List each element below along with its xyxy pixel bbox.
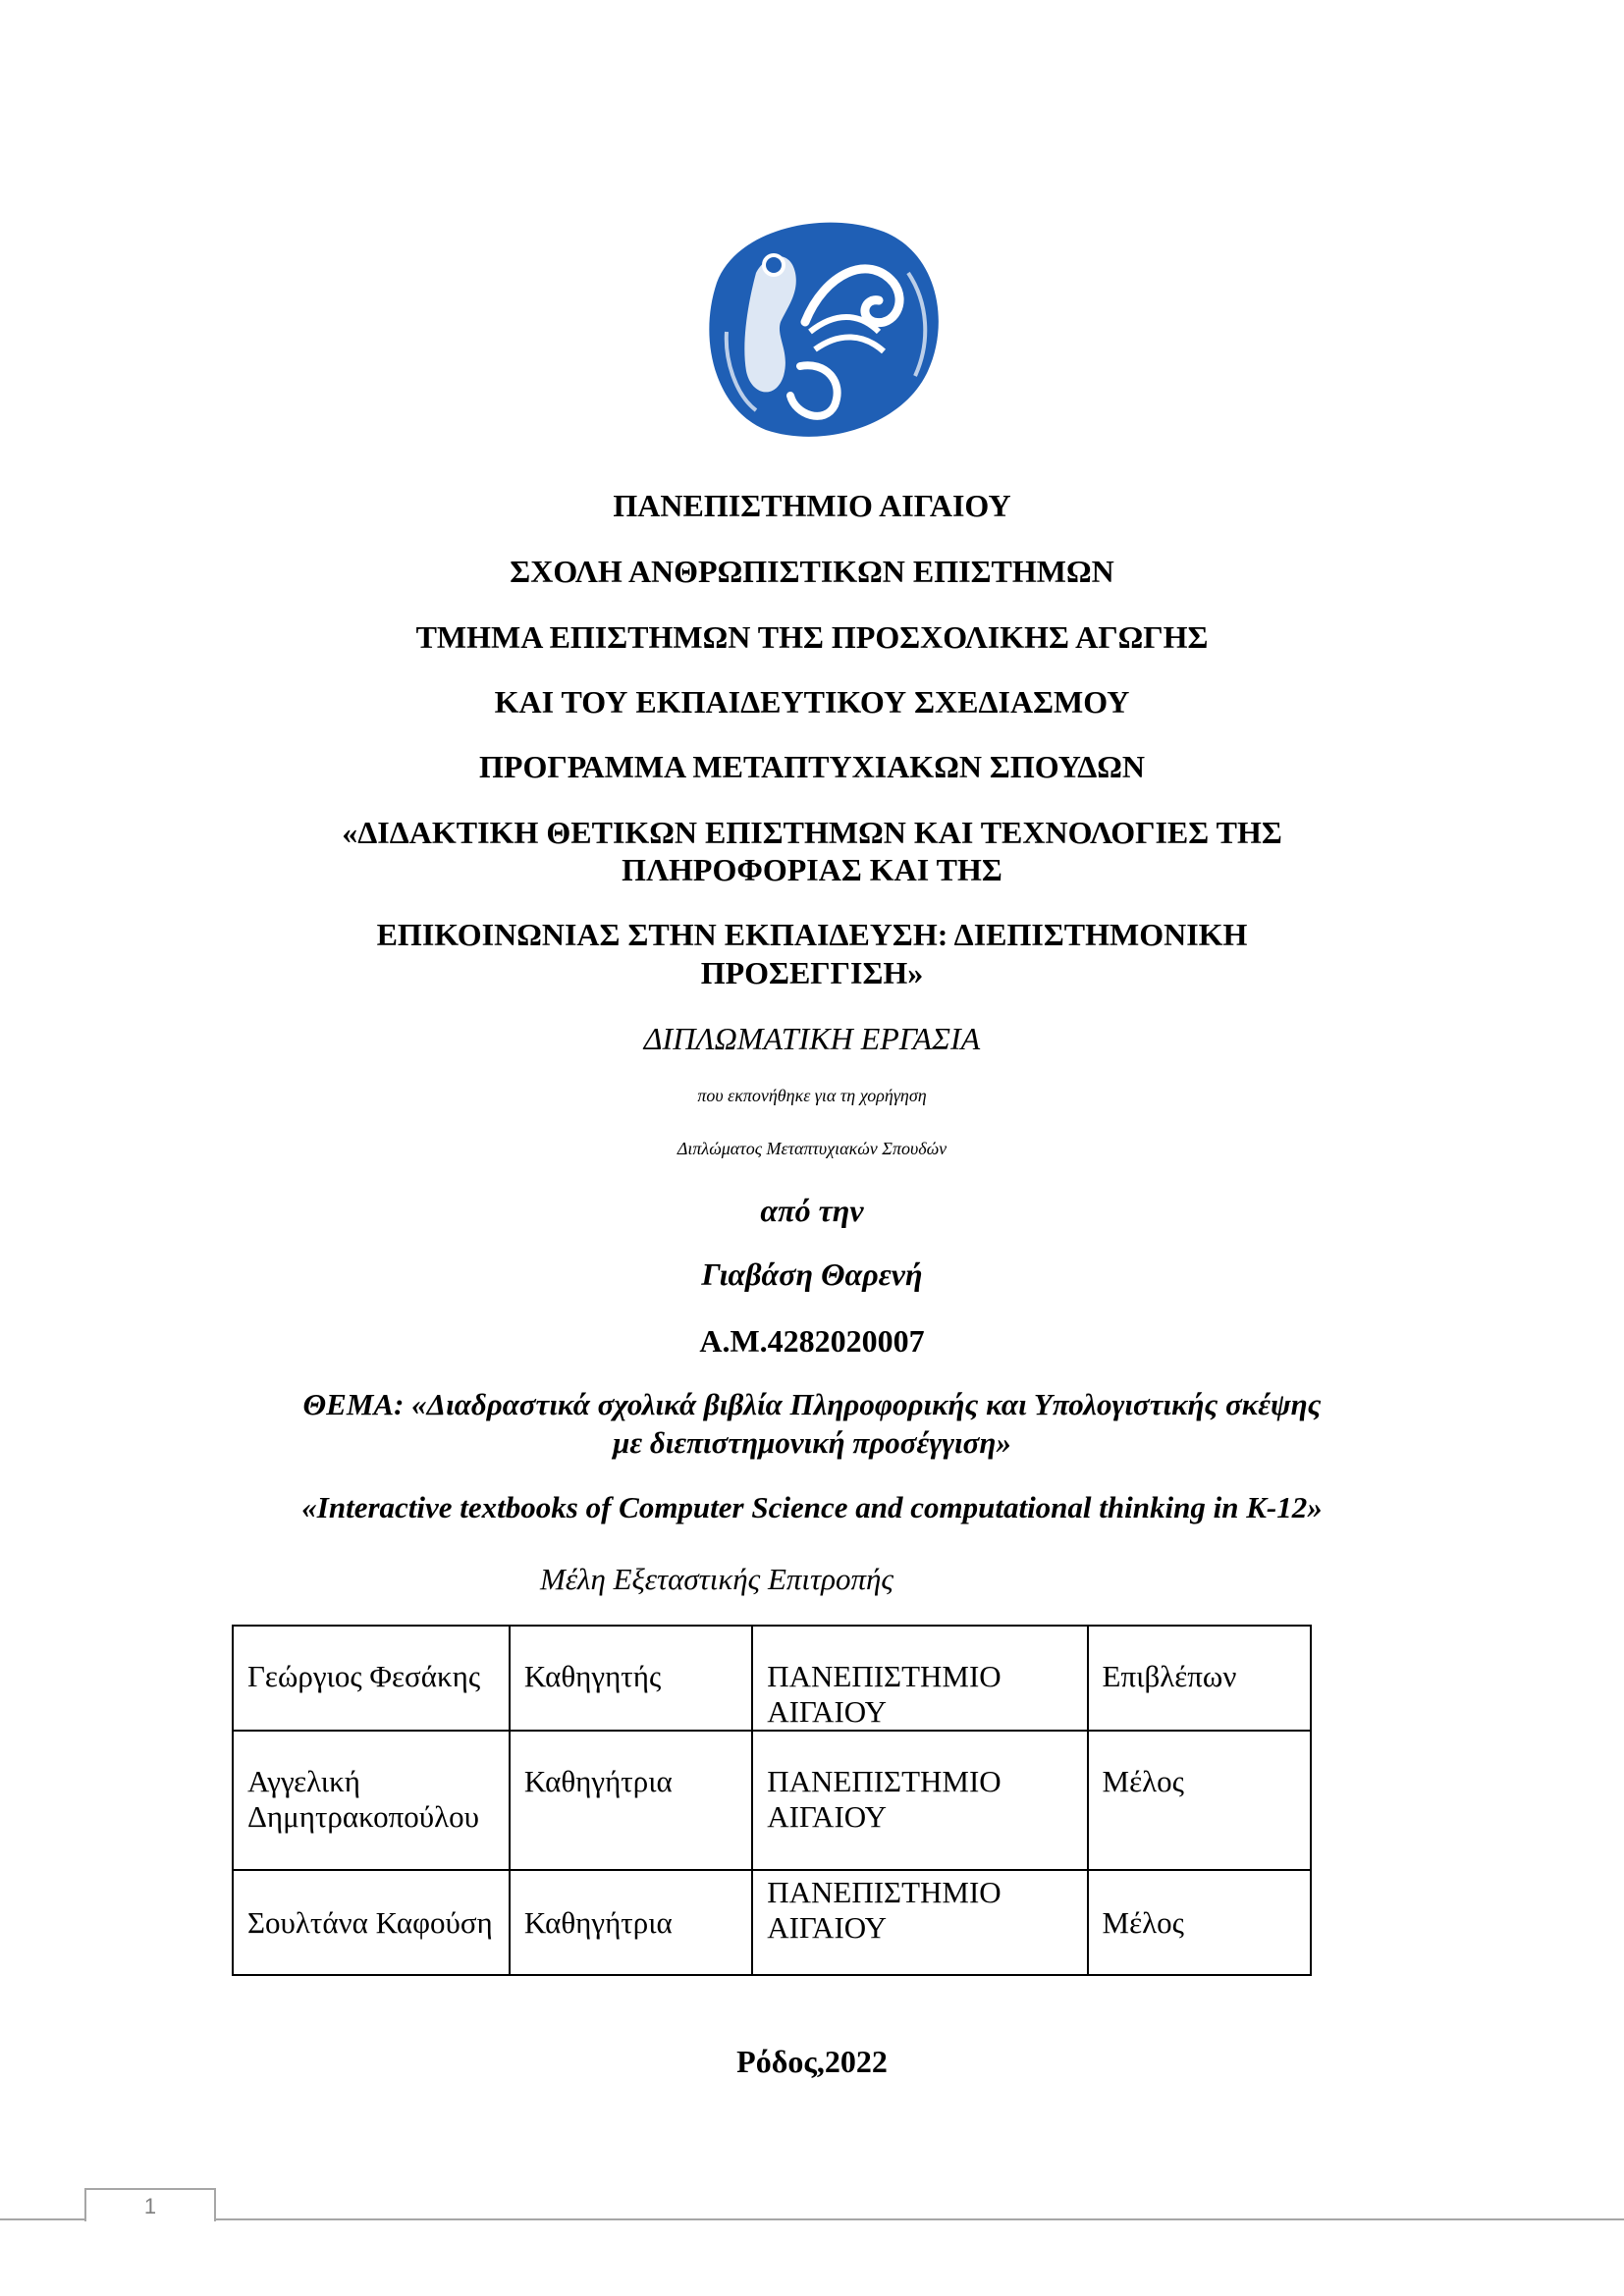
program-title-line-4: ΠΡΟΣΕΓΓΙΣΗ» [700,955,924,990]
department-line-2: ΚΑΙ ΤΟΥ ΕΚΠΑΙΔΕΥΤΙΚΟΥ ΣΧΕΔΙΑΣΜΟΥ [494,684,1130,720]
table-row [233,1626,1311,1731]
committee-table [232,1625,1312,1976]
program-title-line-2: ΠΛΗΡΟΦΟΡΙΑΣ ΚΑΙ ΤΗΣ [622,852,1002,887]
purpose-line-1: που εκπονήθηκε για τη χορήγηση [697,1086,927,1105]
footer-rule [0,2218,1624,2220]
member-rank: Καθηγητής [510,1626,752,1731]
member-institution: ΠΑΝΕΠΙΣΤΗΜΙΟ ΑΙΓΑΙΟΥ [752,1626,1087,1731]
table-row [233,1731,1311,1870]
student-id: Α.Μ.4282020007 [699,1323,925,1359]
university-name: ΠΑΝΕΠΙΣΤΗΜΙΟ ΑΙΓΑΙΟΥ [613,488,1011,523]
member-institution: ΠΑΝΕΠΙΣΤΗΜΙΟ ΑΙΓΑΙΟΥ [752,1731,1087,1870]
member-rank: Καθηγήτρια [510,1731,752,1870]
member-rank: Καθηγήτρια [510,1870,752,1975]
member-institution: ΠΑΝΕΠΙΣΤΗΜΙΟ ΑΙΓΑΙΟΥ [752,1870,1087,1975]
program-title-line-1: «ΔΙΔΑΚΤΙΚΗ ΘΕΤΙΚΩΝ ΕΠΙΣΤΗΜΩΝ ΚΑΙ ΤΕΧΝΟΛΟΓΙΕΣ ΤΗΣ [342,815,1282,850]
program-title-line-3: ΕΠΙΚΟΙΝΩΝΙΑΣ ΣΤΗΝ ΕΚΠΑΙΔΕΥΣΗ: ΔΙΕΠΙΣΤΗΜΟΝΙΚΗ [376,917,1248,952]
department-line-1: ΤΜΗΜΑ ΕΠΙΣΤΗΜΩΝ ΤΗΣ ΠΡΟΣΧΟΛΙΚΗΣ ΑΓΩΓΗΣ [415,619,1209,655]
member-name: Αγγελική Δημητρακοπούλου [233,1731,510,1870]
topic-english: «Interactive textbooks of Computer Science and computational thinking in K-12» [301,1490,1323,1524]
school-name: ΣΧΟΛΗ ΑΝΘΡΩΠΙΣΤΙΚΩΝ ΕΠΙΣΤΗΜΩΝ [510,554,1114,589]
member-role: Επιβλέπων [1088,1626,1311,1731]
table-row [233,1870,1311,1975]
member-role: Μέλος [1088,1731,1311,1870]
topic-line-2: με διεπιστημονική προσέγγιση» [613,1425,1011,1460]
page-number: 1 [84,2188,216,2221]
by-label: από την [760,1193,864,1228]
member-role: Μέλος [1088,1870,1311,1975]
thesis-type: ΔΙΠΛΩΜΑΤΙΚΗ ΕΡΓΑΣΙΑ [643,1021,981,1056]
university-emblem-icon [697,214,945,442]
purpose-line-2: Διπλώματος Μεταπτυχιακών Σπουδών [677,1139,947,1158]
committee-title: Μέλη Εξεταστικής Επιτροπής [540,1562,894,1596]
program-label: ΠΡΟΓΡΑΜΜΑ ΜΕΤΑΠΤΥΧΙΑΚΩΝ ΣΠΟΥΔΩΝ [479,749,1145,784]
member-name: Γεώργιος Φεσάκης [233,1626,510,1731]
member-name: Σουλτάνα Καφούση [233,1870,510,1975]
topic-line-1: ΘΕΜΑ: «Διαδραστικά σχολικά βιβλία Πληροφορικής και Υπολογιστικής σκέψης [302,1387,1322,1421]
place-date: Ρόδος,2022 [736,2044,888,2079]
author-name: Γιαβάση Θαρενή [701,1256,923,1292]
